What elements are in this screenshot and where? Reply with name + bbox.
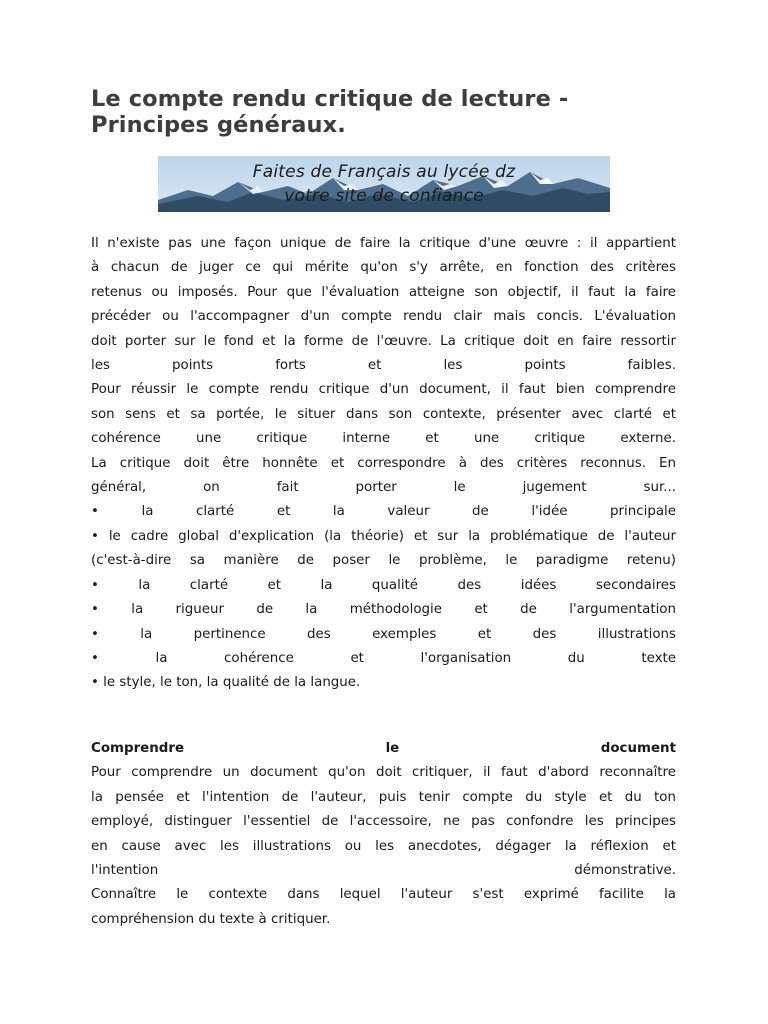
text-line: la pensée et l'intention de l'auteur, puis tenir compte du style et du ton xyxy=(91,789,676,805)
text-line: à chacun de juger ce qui mérite qu'on s'y arrête, en fonction des critères xyxy=(91,260,676,276)
section-comprendre xyxy=(91,737,676,932)
text-line: en cause avec les illustrations ou les anecdotes, dégager la réflexion et xyxy=(91,838,676,854)
list-item: • la clarté et la valeur de l'idée principale xyxy=(91,504,676,520)
list-item: • la cohérence et l'organisation du texte xyxy=(91,650,676,666)
text-line: La critique doit être honnête et correspondre à des critères reconnus. En xyxy=(91,455,676,471)
banner-line-2: votre site de confiance xyxy=(284,186,484,206)
list-item: • la clarté et la qualité des idées secondaires xyxy=(91,577,676,593)
site-banner-image xyxy=(158,156,610,212)
text-line: cohérence une critique interne et une critique externe. xyxy=(91,431,676,447)
text-line: Il n'existe pas une façon unique de faire la critique d'une œuvre : il appartient xyxy=(91,236,676,251)
text-line: doit porter sur le fond et la forme de l'œuvre. La critique doit en faire ressortir xyxy=(91,333,676,349)
title-line-1: Le compte rendu critique de lecture - xyxy=(91,86,569,112)
list-item: • le style, le ton, la qualité de la langue. xyxy=(91,675,361,691)
title-line-2: Principes généraux. xyxy=(91,112,346,138)
list-item: • la rigueur de la méthodologie et de l'argumentation xyxy=(91,602,676,618)
text-line: employé, distinguer l'essentiel de l'accessoire, ne pas confondre les principes xyxy=(91,814,676,830)
section-heading: Comprendre le document xyxy=(91,741,676,756)
text-line: les points forts et les points faibles. xyxy=(91,358,676,374)
text-line: Connaître le contexte dans lequel l'auteur s'est exprimé facilite la xyxy=(91,887,676,903)
banner-line-1: Faites de Français au lycée dz xyxy=(252,162,516,182)
text-line: son sens et sa portée, le situer dans son contexte, présenter avec clarté et xyxy=(91,406,676,422)
list-item: • la pertinence des exemples et des illustrations xyxy=(91,626,676,642)
section-intro xyxy=(91,232,676,696)
document-header xyxy=(91,86,676,138)
text-line: Pour comprendre un document qu'on doit critiquer, il faut d'abord reconnaître xyxy=(91,765,676,781)
text-line: retenus ou imposés. Pour que l'évaluation atteigne son objectif, il faut la faire xyxy=(91,284,676,300)
text-line: précéder ou l'accompagner d'un compte rendu clair mais concis. L'évaluation xyxy=(91,309,676,325)
list-item: (c'est-à-dire sa manière de poser le problème, le paradigme retenu) xyxy=(91,553,676,569)
text-line: général, on fait porter le jugement sur... xyxy=(91,480,676,496)
text-line: l'intention démonstrative. xyxy=(91,863,676,879)
text-line: Pour réussir le compte rendu critique d'un document, il faut bien comprendre xyxy=(91,382,676,398)
page-title xyxy=(91,86,676,138)
list-item: • le cadre global d'explication (la théorie) et sur la problématique de l'auteur xyxy=(91,528,676,544)
text-line: compréhension du texte à critiquer. xyxy=(91,911,331,927)
